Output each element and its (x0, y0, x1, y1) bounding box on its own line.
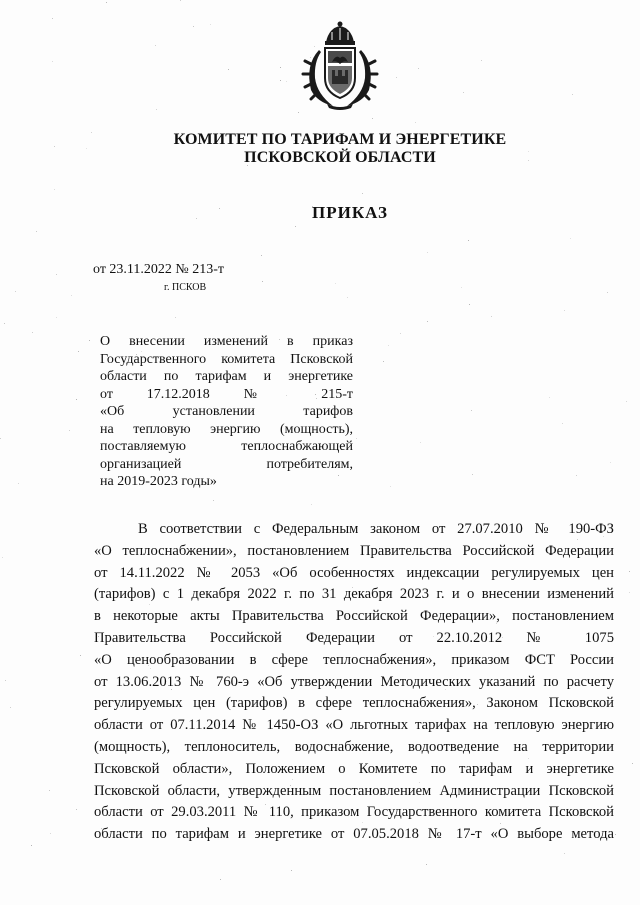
scan-speck (280, 80, 281, 81)
scan-speck (155, 45, 156, 46)
scan-speck (219, 208, 220, 209)
scan-speck (180, 0, 181, 1)
scan-speck (461, 287, 462, 288)
subject-line: поставляемую теплоснабжающей (100, 439, 353, 454)
scan-speck (426, 864, 427, 865)
scan-speck (572, 94, 573, 95)
subject-line: О внесении изменений в приказ (100, 334, 353, 349)
scan-speck (396, 77, 397, 78)
scan-speck (193, 26, 194, 27)
scan-speck (463, 92, 464, 93)
committee-name-line-1: КОМИТЕТ ПО ТАРИФАМ И ЭНЕРГЕТИКЕ (173, 131, 507, 148)
scan-speck (615, 834, 616, 835)
scan-speck (491, 316, 492, 317)
body-line: в некоторые акты Правительства Российской Федерации», постановлением (94, 608, 614, 625)
subject-line: организацией потребителям, (100, 456, 353, 472)
scan-speck (49, 790, 50, 791)
scan-speck (76, 399, 77, 400)
scan-speck (10, 707, 11, 708)
body-line: В соответствии с Федеральным законом от 27.07.2010 № 190-ФЗ (138, 521, 614, 537)
scan-speck (15, 291, 16, 292)
subject-line: области по тарифам и энергетике (100, 369, 353, 384)
scan-speck (262, 281, 263, 282)
pskov-coat-of-arms-icon (299, 20, 381, 112)
scan-speck (626, 401, 627, 402)
scan-speck (31, 845, 32, 846)
scan-speck (469, 304, 470, 305)
scan-speck (610, 462, 611, 463)
committee-name (140, 131, 540, 167)
scan-speck (54, 146, 55, 147)
scan-speck (286, 81, 287, 82)
scan-speck (32, 332, 33, 333)
scan-speck (372, 118, 373, 119)
scan-speck (156, 109, 157, 110)
scan-speck (576, 475, 577, 476)
scan-speck (86, 148, 87, 149)
scan-speck (356, 438, 357, 439)
scan-speck (471, 410, 472, 411)
scan-speck (295, 226, 296, 227)
scan-speck (481, 60, 482, 61)
order-city: г. ПСКОВ (164, 282, 207, 293)
subject-line: Государственного комитета Псковской (100, 351, 353, 367)
committee-name-line-2: ПСКОВСКОЙ ОБЛАСТИ (244, 149, 436, 166)
body-line: области от 29.03.2011 № 110, приказом Государственного комитета Псковской (94, 804, 614, 821)
subject-line: от 17.12.2018 № 215-т (100, 386, 353, 402)
scan-speck (468, 240, 469, 241)
scan-speck (261, 255, 262, 256)
body-line: «О теплоснабжении», постановлением Правительства Российской Федерации (94, 542, 614, 559)
scan-speck (2, 557, 3, 558)
scan-speck (549, 397, 550, 398)
body-line: регулируемых цен (тарифов) в сфере теплоснабжения», Законом Псковской (94, 695, 614, 712)
body-line: (тарифов) с 1 декабря 2022 г. по 31 декабря 2023 г. и о внесении изменений (94, 586, 614, 603)
scan-speck (390, 486, 391, 487)
scan-speck (607, 292, 608, 293)
body-line: от 14.11.2022 № 2053 «Об особенностях индексации регулируемых цен (94, 564, 614, 581)
scan-speck (298, 112, 299, 113)
scan-speck (0, 438, 1, 439)
scan-speck (5, 680, 6, 681)
scan-speck (427, 321, 428, 322)
body-line: от 13.06.2013 № 760-э «Об утверждении Методических указаний по расчету (94, 673, 614, 690)
scan-speck (388, 345, 389, 346)
scan-speck (347, 297, 348, 298)
body-line: области от 07.11.2014 № 1450-ОЗ «О льготных тарифах на тепловую энергию (94, 717, 614, 734)
body-line: Правительства Российской Федерации от 22.10.2012 № 1075 (94, 629, 614, 646)
scan-speck (89, 340, 90, 341)
scan-speck (210, 24, 211, 25)
subject-line: «Об установлении тарифов (100, 404, 353, 419)
scan-speck (280, 67, 281, 68)
scan-speck (56, 274, 57, 275)
subject-line: на тепловую энергию (мощность), (100, 421, 353, 437)
order-subject-block (100, 333, 353, 491)
scan-speck (213, 500, 214, 501)
scan-speck (69, 430, 70, 431)
scan-speck (562, 423, 563, 424)
scan-speck (570, 238, 571, 239)
body-line: «О ценообразовании в сфере теплоснабжения», приказом ФСТ России (94, 651, 614, 668)
scan-speck (629, 592, 630, 593)
scan-speck (564, 310, 565, 311)
scan-speck (400, 333, 401, 334)
scan-speck (52, 61, 53, 62)
scan-speck (56, 317, 57, 318)
body-line: (мощность), теплоноситель, водоснабжение, водоотведение на территории (94, 738, 614, 755)
scan-speck (80, 655, 81, 656)
scan-speck (383, 361, 384, 362)
scan-speck (196, 218, 197, 219)
scan-speck (472, 474, 473, 475)
scan-speck (4, 323, 5, 324)
scan-speck (311, 504, 312, 505)
scan-speck (427, 252, 428, 253)
scan-speck (418, 68, 419, 69)
scan-speck (632, 763, 633, 764)
scan-speck (78, 351, 79, 352)
scan-speck (52, 18, 53, 19)
scan-speck (228, 69, 229, 70)
scan-speck (291, 870, 292, 871)
body-line: Псковской области, утвержденным постановлением Администрации Псковской (94, 782, 614, 799)
scan-speck (629, 571, 630, 572)
scan-speck (415, 122, 416, 123)
scan-speck (175, 317, 176, 318)
scan-speck (564, 853, 565, 854)
scan-speck (106, 2, 107, 3)
scan-speck (91, 132, 92, 133)
scan-speck (362, 193, 363, 194)
scan-speck (18, 483, 19, 484)
order-preamble-text (94, 519, 614, 846)
document-type-title: ПРИКАЗ (312, 203, 388, 222)
scan-speck (76, 809, 77, 810)
scan-speck (36, 231, 37, 232)
scan-speck (50, 833, 51, 834)
scan-speck (420, 442, 421, 443)
scan-speck (335, 283, 336, 284)
subject-line: на 2019-2023 годы» (100, 474, 217, 489)
order-date-number: от 23.11.2022 № 213-т (93, 262, 225, 277)
body-line: области по тарифам и энергетике от 07.05.2018 № 17-т «О выборе метода (94, 826, 614, 843)
scan-speck (220, 879, 221, 880)
body-line: Псковской области», Положением о Комитете по тарифам и энергетике (94, 760, 614, 777)
scan-speck (54, 189, 55, 190)
scan-speck (71, 295, 72, 296)
